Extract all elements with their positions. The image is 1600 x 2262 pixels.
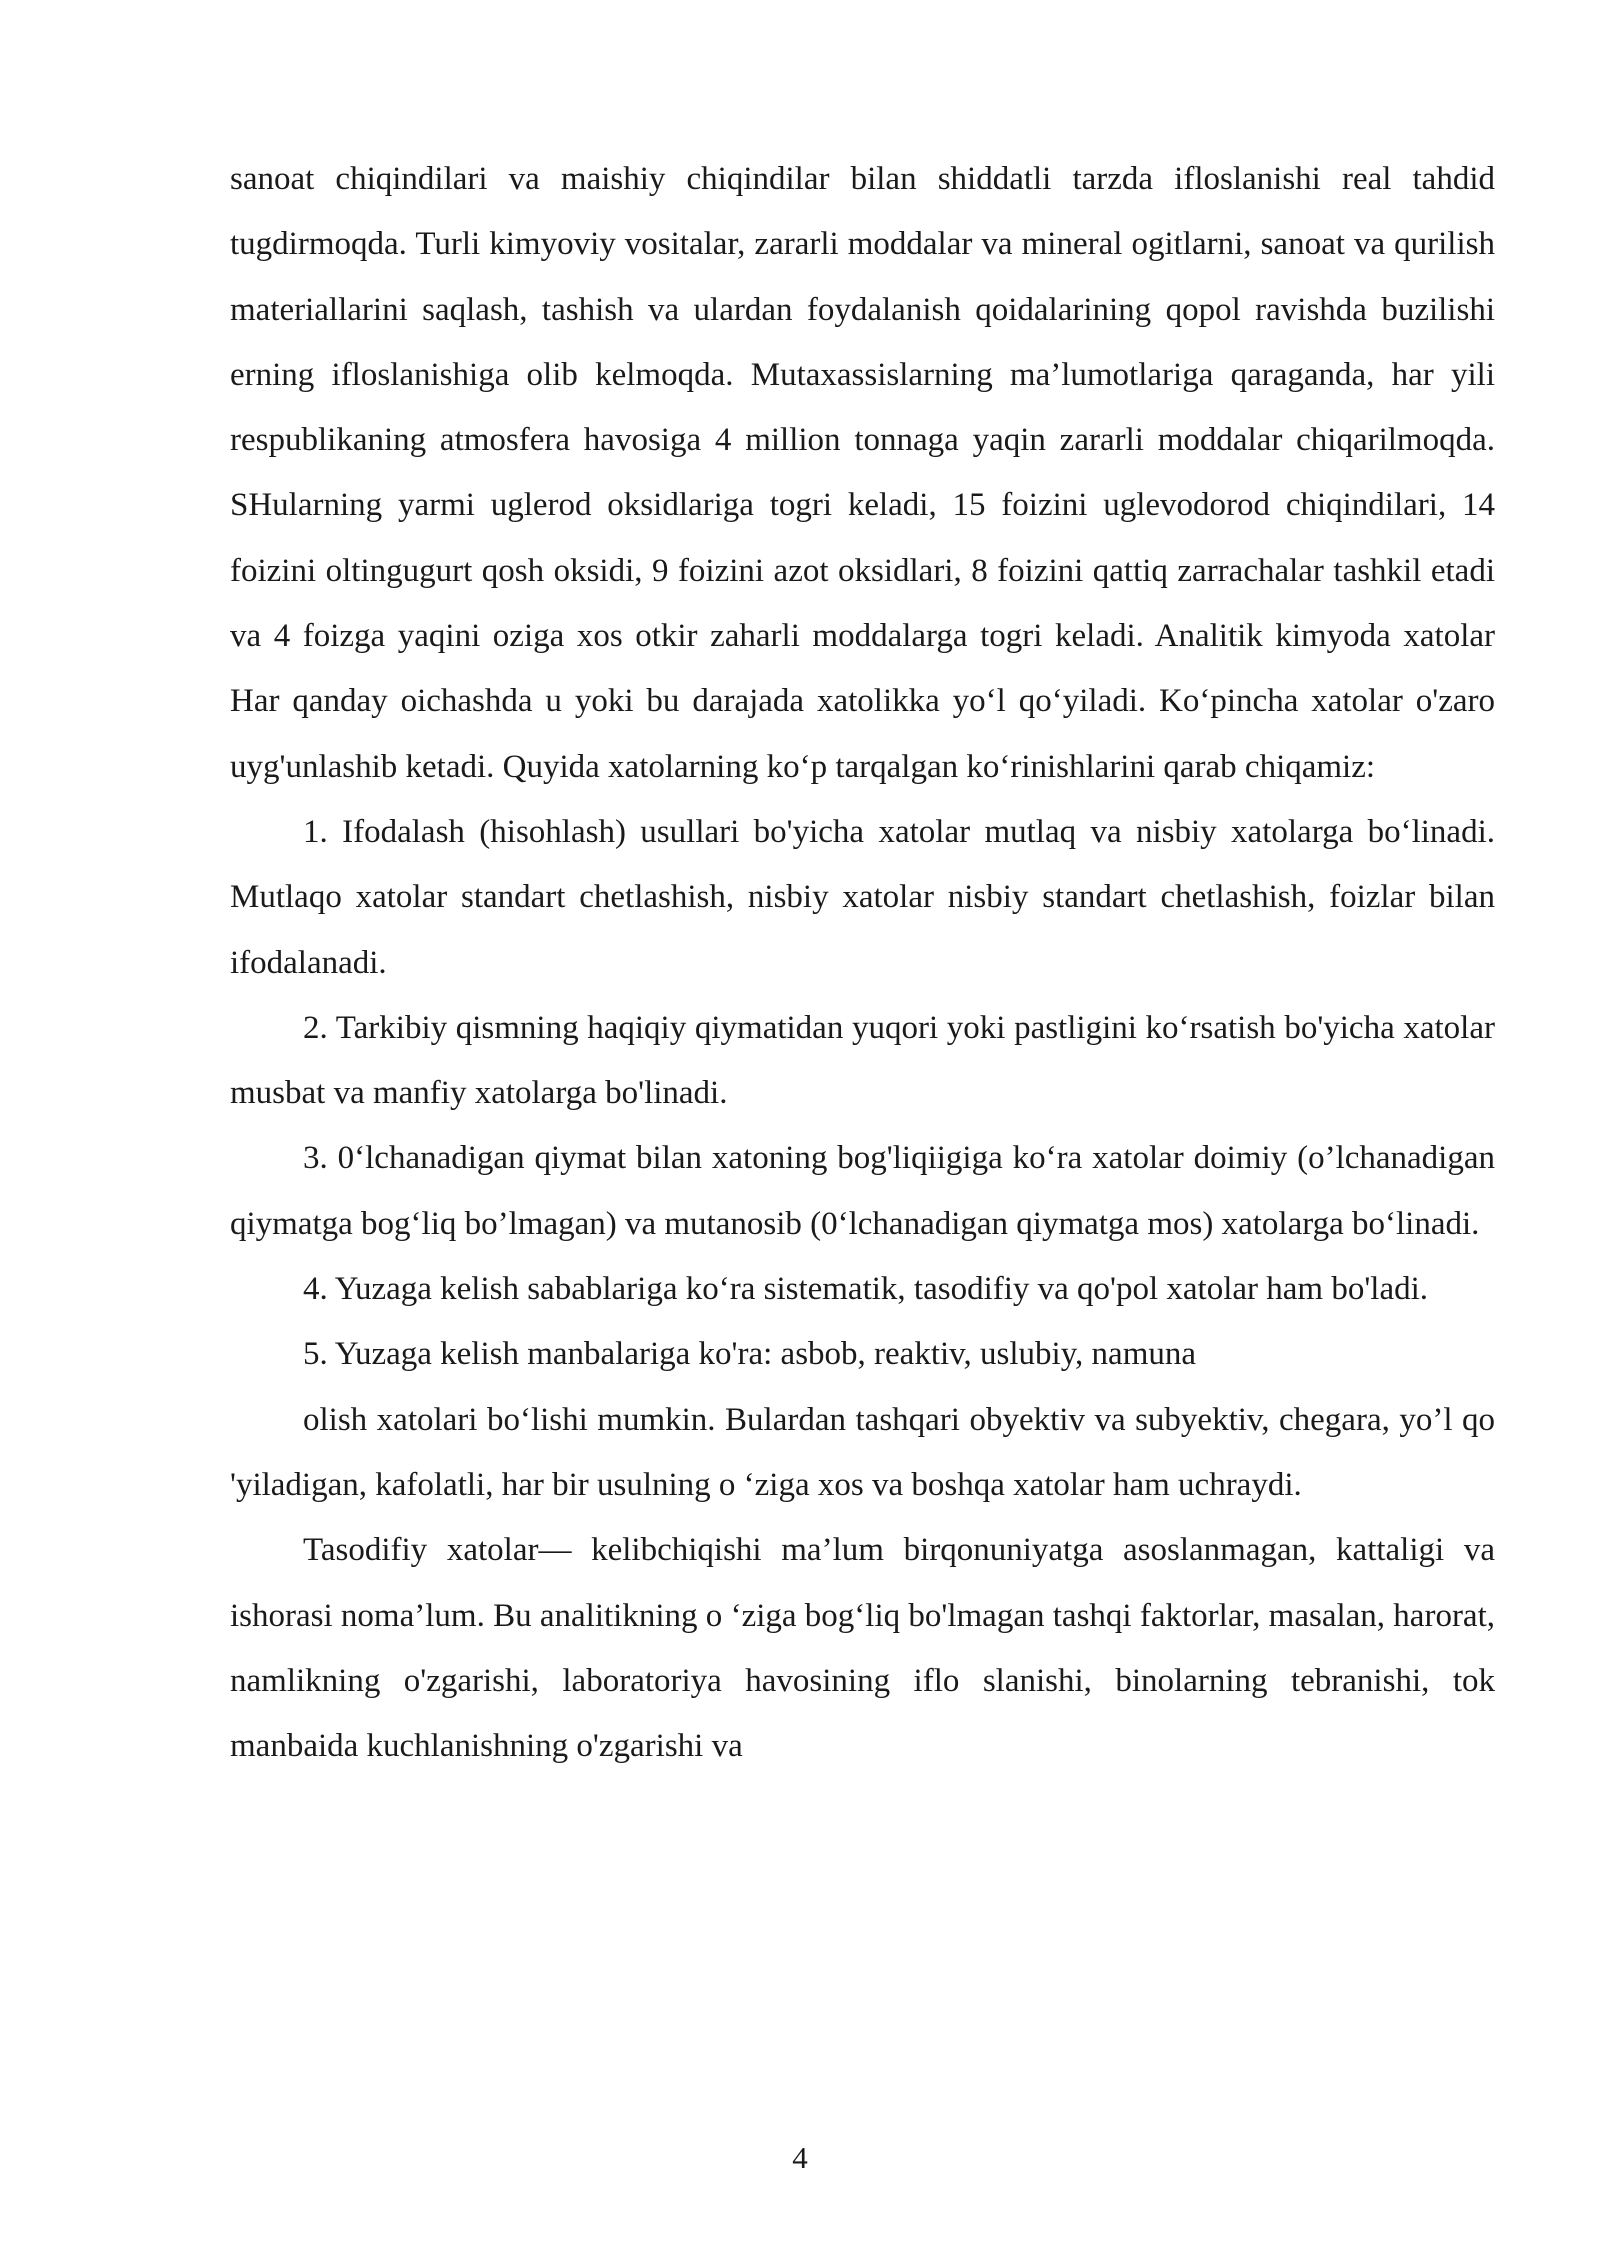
paragraph-item-2: 2. Tarkibiy qismning haqiqiy qiymatidan yuqori yoki pastligini ko‘rsatish bo'yicha xatolar musbat va manfiy xatolarga bo'linadi. <box>230 1009 1495 1112</box>
paragraph-intro: sanoat chiqindilari va maishiy chiqindilar bilan shiddatli tarzda ifloslanishi real tahdid tugdirmoqda. Turli kimyoviy vositalar, zararli moddalar va mineral ogitlarni, sanoat va qurilish materiallarini saqlash, tashish va ulardan foydalanish qoidalarining qopol ravishda buzilishi erning ifloslanishiga olib kelmoqda. Mutaxassislarning ma’lumotlariga qaraganda, har yili respublikaning atmosfera havosiga 4 million tonnaga yaqin zararli moddalar chiqarilmoqda. SHularning yarmi uglerod oksidlariga togri keladi, 15 foizini uglevodorod chiqindilari, 14 foizini oltingugurt qosh oksidi, 9 foizini azot oksidlari, 8 foizini qattiq zarrachalar tashkil etadi va 4 foizga yaqini oziga xos otkir zaharli moddalarga togri keladi. Analitik kimyoda xatolar Har qanday oichashda u yoki bu darajada xatolikka yo‘l qo‘yiladi. Ko‘pincha xatolar o'zaro uyg'unlashib ketadi. Quyida xatolarning ko‘p tarqalgan ko‘rinishlarini qarab chiqamiz: <box>230 161 1495 785</box>
body-text <box>230 147 1495 1779</box>
paragraph-item-1: 1. Ifodalash (hisohlash) usullari bo'yicha xatolar mutlaq va nisbiy xatolarga bo‘linadi. Mutlaqo xatolar standart chetlashish, nisbiy xatolar nisbiy standart chetlashish, foizlar bilan ifodalanadi. <box>230 813 1495 981</box>
paragraph-item-3: 3. 0‘lchanadigan qiymat bilan xatoning bog'liqiigiga ko‘ra xatolar doimiy (o’lchanadigan qiymatga bog‘liq bo’lmagan) va mutanosib (0‘lchanadigan qiymatga mos) xatolarga bo‘linadi. <box>230 1140 1495 1242</box>
paragraph-continuation: olish xatolari bo‘lishi mumkin. Bulardan tashqari obyektiv va subyektiv, chegara, yo’l qo 'yiladigan, kafolatli, har bir usulning o ‘ziga xos va boshqa xatolar ham uchraydi. <box>230 1401 1495 1503</box>
paragraph-item-4: 4. Yuzaga kelish sabablariga ko‘ra sistematik, tasodifiy va qo'pol xatolar ham bo'ladi. <box>303 1271 1429 1308</box>
paragraph-random-errors: Tasodifiy xatolar— kelibchiqishi ma’lum birqonuniyatga asoslanmagan, kattaligi va ishorasi noma’lum. Bu analitikning o ‘ziga bog‘liq bo'lmagan tashqi faktorlar, masalan, harorat, namlikning o'zgarishi, laboratoriya havosining iflo slanishi, binolarning tebranishi, tok manbaida kuchlanishning o'zgarishi va <box>230 1532 1495 1765</box>
paragraph-item-5: 5. Yuzaga kelish manbalariga ko'ra: asbob, reaktiv, uslubiy, namuna <box>303 1336 1197 1373</box>
page-number: 4 <box>792 2140 808 2175</box>
